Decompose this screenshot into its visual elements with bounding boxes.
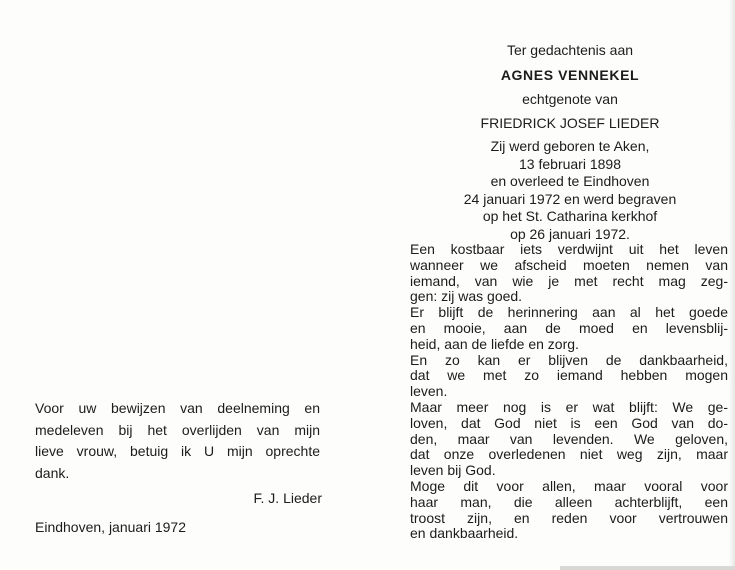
poem-line: En zo kan er blijven de dankbaarheid, bbox=[410, 351, 728, 368]
poem-line: leven. bbox=[410, 383, 448, 400]
poem-line: loven, dat God niet is een God van do- bbox=[410, 414, 728, 431]
poem-line: Er blijft de herinnering aan al het goede bbox=[410, 304, 728, 321]
poem-line: leven bij God. bbox=[410, 462, 496, 479]
poem-line: en dankbaarheid. bbox=[410, 525, 519, 542]
deceased-name: AGNES VENNEKEL bbox=[500, 66, 640, 83]
poem-line: Een kostbaar iets verdwijnt uit het leven bbox=[410, 241, 728, 257]
bio-line: 13 februari 1898 bbox=[519, 155, 621, 172]
poem-line: dat we met zo iemand hebben mogen bbox=[410, 367, 728, 384]
poem-line: gen: zij was goed. bbox=[410, 288, 523, 305]
poem-line: Moge dit voor allen, maar vooral voor bbox=[410, 477, 728, 494]
intro-text: Ter gedachtenis aan bbox=[506, 42, 634, 58]
relation-text: echtgenote van bbox=[522, 91, 618, 107]
thanks-line: lieve vrouw, betuig ik U mijn oprechte bbox=[35, 443, 320, 459]
memorial-header bbox=[440, 42, 700, 243]
thanks-line: Voor uw bewijzen van deelneming en bbox=[35, 400, 320, 416]
bio-line: op het St. Catharina kerkhof bbox=[482, 208, 658, 224]
thanks-line: medeleven bij het overlijden van mijn bbox=[35, 421, 320, 438]
card-edge-shadow bbox=[729, 0, 735, 570]
poem-line: en mooie, aan de moed en levensblij- bbox=[410, 319, 728, 336]
poem-line: iemand, van wie je met recht mag zeg- bbox=[410, 272, 728, 289]
bio-line: en overleed te Eindhoven bbox=[490, 173, 650, 189]
memorial-poem bbox=[410, 242, 728, 542]
card-bottom-edge bbox=[560, 566, 735, 570]
bio-line: 24 januari 1972 en werd begraven bbox=[463, 190, 677, 207]
thanks-message bbox=[35, 398, 320, 484]
poem-line: wanneer we afscheid moeten nemen van bbox=[410, 256, 728, 273]
thanks-line: dank. bbox=[35, 464, 70, 481]
spouse-name: FRIEDRICK JOSEF LIEDER bbox=[480, 114, 660, 131]
bio-line: Zij werd geboren te Aken, bbox=[490, 138, 650, 154]
poem-line: dat onze overledenen niet weg zijn, maar bbox=[410, 446, 728, 463]
bio-line: op 26 januari 1972. bbox=[510, 225, 630, 242]
place-date: Eindhoven, januari 1972 bbox=[35, 519, 187, 535]
poem-line: haar man, die alleen achterblijft, een bbox=[410, 493, 728, 510]
signature-name: F. J. Lieder bbox=[253, 490, 322, 506]
poem-line: troost zijn, en reden voor vertrouwen bbox=[410, 509, 728, 526]
poem-line: den, maar van levenden. We geloven, bbox=[410, 430, 728, 447]
poem-line: heid, aan de liefde en zorg. bbox=[410, 335, 579, 352]
poem-line: Maar meer nog is er wat blijft: We ge- bbox=[410, 398, 728, 415]
